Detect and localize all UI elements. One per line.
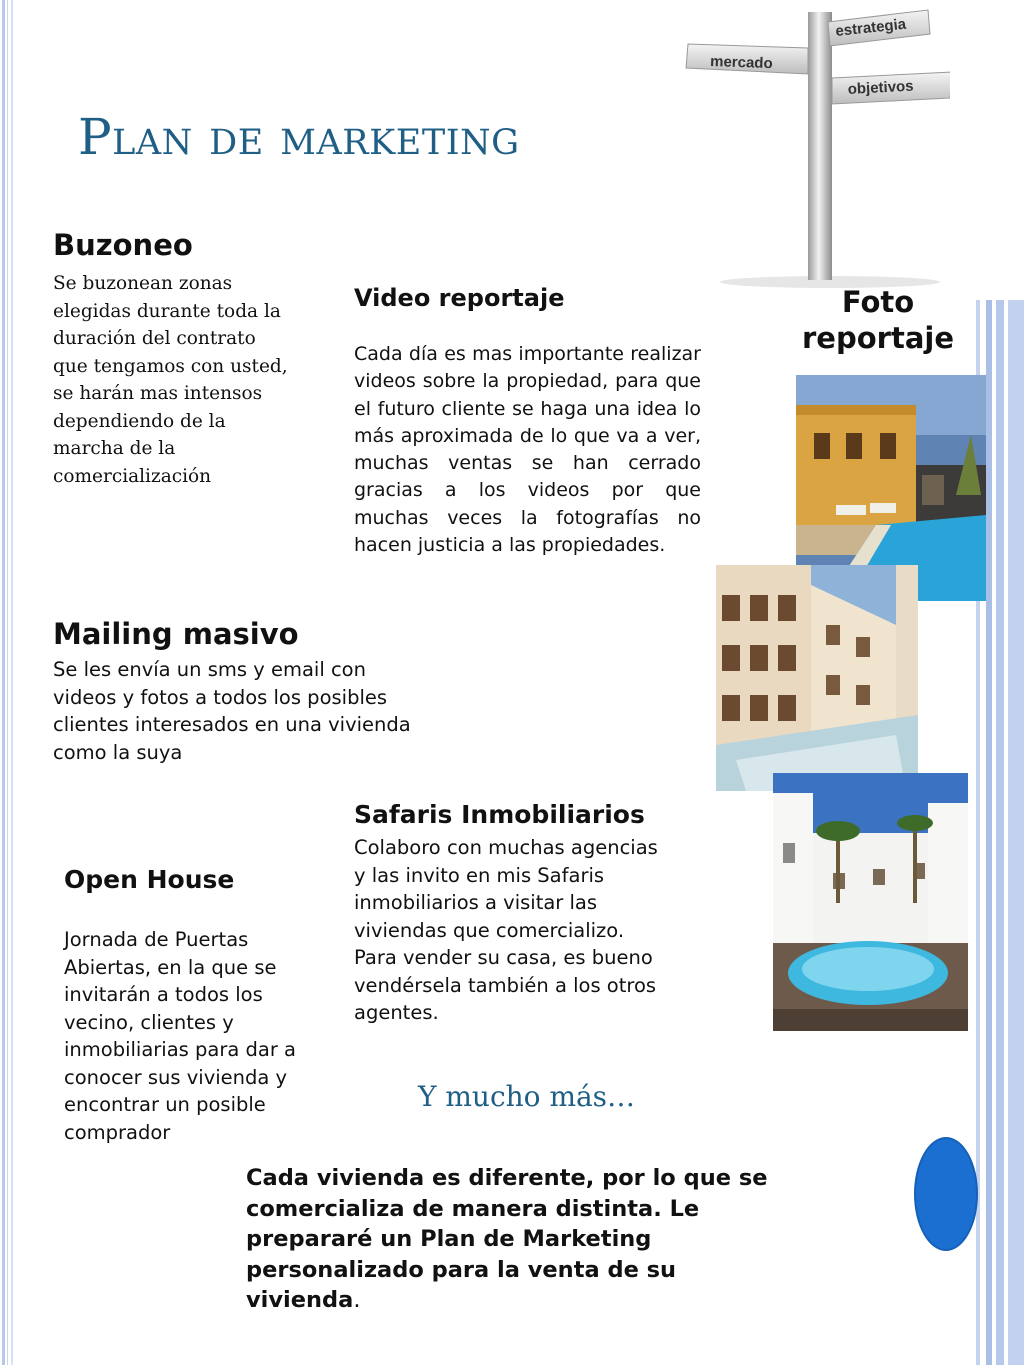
mailing-line: Se les envía un sms y email con xyxy=(53,658,366,681)
foto-heading xyxy=(780,284,976,356)
sign-estrategia: estrategia xyxy=(834,15,907,40)
mailing-line: clientes interesados en una vivienda xyxy=(53,713,411,736)
video-text: Cada día es mas importante realizar videos sobre la propiedad, para que el futuro cliente se haga una idea lo más aproximada de lo que va a ver, muchas ventas se han cerrado gracias a los videos por que muchas veces la fotografías no hacen justicia a las propiedades. xyxy=(354,343,701,557)
open-house-text xyxy=(64,926,354,1146)
safaris-line: Para vender su casa, es bueno xyxy=(354,946,653,969)
open-house-line: encontrar un posible xyxy=(64,1093,266,1116)
sign-objetivos: objetivos xyxy=(847,77,914,98)
open-house-line: comprador xyxy=(64,1120,171,1144)
more-text: Y mucho más… xyxy=(418,1080,636,1113)
left-stripe-2 xyxy=(7,0,8,1365)
foto-heading-line: reportaje xyxy=(802,321,954,355)
closing-statement xyxy=(246,1163,886,1316)
page-title: Plan de marketing xyxy=(78,108,520,166)
blue-oval-decoration xyxy=(914,1137,978,1251)
closing-last-line xyxy=(246,1285,886,1316)
buzoneo-line: duración del contrato xyxy=(53,328,256,349)
safaris-line: agentes. xyxy=(354,1001,439,1024)
open-house-line: inmobiliarias para dar a xyxy=(64,1038,297,1061)
apartment-building-photo xyxy=(716,565,918,791)
buzoneo-line: dependiendo de la xyxy=(53,410,226,432)
closing-line: comercializa de manera distinta. Le xyxy=(246,1195,700,1222)
open-house-line: Jornada de Puertas xyxy=(64,928,249,951)
open-house-line: Abiertas, en la que se xyxy=(64,955,277,979)
sign-mercado: mercado xyxy=(709,53,773,73)
white-complex-pool-photo xyxy=(773,773,968,1031)
open-house-line: invitarán a todos los xyxy=(64,983,263,1006)
closing-line: vivienda xyxy=(246,1287,354,1313)
mailing-line: videos y fotos a todos los posibles xyxy=(53,685,388,709)
mailing-text xyxy=(53,656,493,766)
open-house-line: conocer sus vivienda y xyxy=(64,1065,288,1089)
safaris-line: viviendas que comercializo. xyxy=(354,918,625,942)
left-stripe-1 xyxy=(2,0,5,1365)
buzoneo-heading: Buzoneo xyxy=(53,228,193,262)
safaris-line: y las invito en mis Safaris xyxy=(354,863,605,887)
safaris-line: vendérsela también a los otros xyxy=(354,973,657,997)
safaris-heading: Safaris Inmobiliarios xyxy=(354,800,645,829)
open-house-heading: Open House xyxy=(64,865,235,894)
closing-period: . xyxy=(353,1287,361,1313)
mailing-line: como la suya xyxy=(53,740,183,764)
signpost-illustration xyxy=(680,0,950,290)
safaris-line: inmobiliarios a visitar las xyxy=(354,891,598,914)
buzoneo-line: marcha de la xyxy=(53,438,176,459)
closing-line: prepararé un Plan de Marketing xyxy=(246,1226,652,1252)
left-stripe-3 xyxy=(11,0,13,1365)
closing-line: personalizado para la venta de su xyxy=(246,1256,677,1283)
open-house-line: vecino, clientes y xyxy=(64,1010,234,1034)
mailing-heading: Mailing masivo xyxy=(53,617,299,651)
buzoneo-line: elegidas durante toda la xyxy=(53,300,281,322)
video-heading: Video reportaje xyxy=(354,284,565,312)
buzoneo-line: se harán mas intensos xyxy=(53,383,263,404)
safaris-line: Colaboro con muchas agencias xyxy=(354,836,658,859)
buzoneo-line: que tengamos con usted, xyxy=(53,355,288,377)
buzoneo-text xyxy=(53,270,333,490)
safaris-text xyxy=(354,834,724,1027)
closing-line: Cada vivienda es diferente, por lo que se xyxy=(246,1165,768,1191)
buzoneo-line: Se buzonean zonas xyxy=(53,273,233,294)
foto-heading-line: Foto xyxy=(841,285,915,319)
buzoneo-line: comercialización xyxy=(53,465,212,487)
